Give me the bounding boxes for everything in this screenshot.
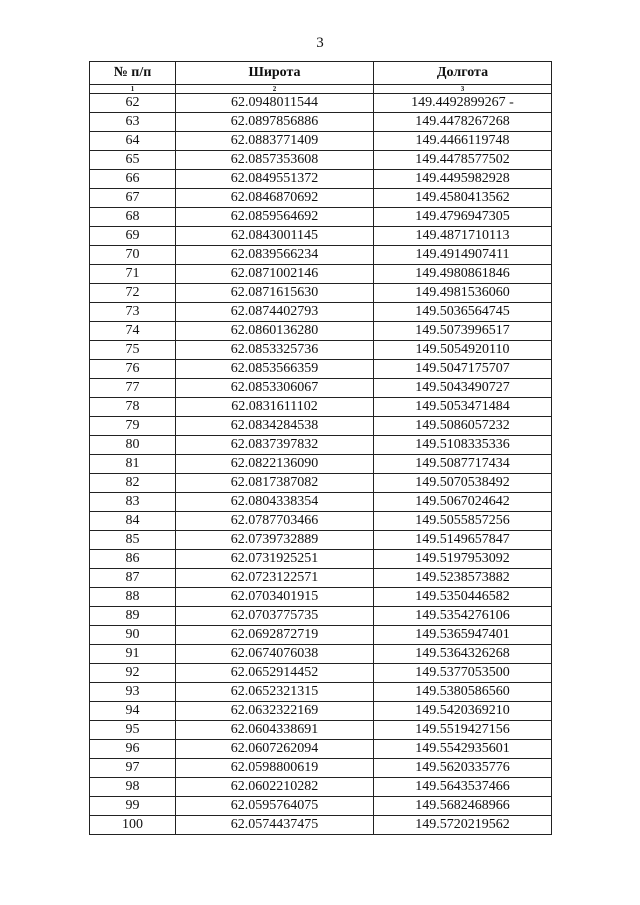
latitude-cell: 62.0703775735	[176, 607, 374, 626]
longitude-cell: 149.4492899267 -	[374, 94, 552, 113]
table-row	[90, 588, 552, 607]
table-row	[90, 512, 552, 531]
row-number-cell: 88	[90, 588, 176, 607]
table-row	[90, 113, 552, 132]
table-row	[90, 151, 552, 170]
table-row	[90, 265, 552, 284]
header-latitude: Широта	[176, 62, 374, 85]
latitude-cell: 62.0831611102	[176, 398, 374, 417]
row-number-cell: 82	[90, 474, 176, 493]
table-row	[90, 816, 552, 835]
table-row	[90, 759, 552, 778]
latitude-cell: 62.0598800619	[176, 759, 374, 778]
longitude-cell: 149.4980861846	[374, 265, 552, 284]
row-number-cell: 93	[90, 683, 176, 702]
table-row	[90, 550, 552, 569]
column-index-2: 2	[176, 85, 374, 94]
row-number-cell: 72	[90, 284, 176, 303]
latitude-cell: 62.0846870692	[176, 189, 374, 208]
row-number-cell: 68	[90, 208, 176, 227]
longitude-cell: 149.5354276106	[374, 607, 552, 626]
latitude-cell: 62.0595764075	[176, 797, 374, 816]
row-number-cell: 66	[90, 170, 176, 189]
latitude-cell: 62.0871615630	[176, 284, 374, 303]
longitude-cell: 149.5365947401	[374, 626, 552, 645]
table-row	[90, 208, 552, 227]
table-row	[90, 455, 552, 474]
longitude-cell: 149.5086057232	[374, 417, 552, 436]
row-number-cell: 62	[90, 94, 176, 113]
latitude-cell: 62.0837397832	[176, 436, 374, 455]
row-number-cell: 85	[90, 531, 176, 550]
latitude-cell: 62.0853566359	[176, 360, 374, 379]
longitude-cell: 149.5720219562	[374, 816, 552, 835]
latitude-cell: 62.0843001145	[176, 227, 374, 246]
row-number-cell: 79	[90, 417, 176, 436]
table-header-row	[90, 62, 552, 85]
row-number-cell: 73	[90, 303, 176, 322]
row-number-cell: 75	[90, 341, 176, 360]
header-longitude: Долгота	[374, 62, 552, 85]
latitude-cell: 62.0853325736	[176, 341, 374, 360]
longitude-cell: 149.5377053500	[374, 664, 552, 683]
latitude-cell: 62.0874402793	[176, 303, 374, 322]
table-body	[90, 94, 552, 835]
longitude-cell: 149.5364326268	[374, 645, 552, 664]
longitude-cell: 149.5087717434	[374, 455, 552, 474]
latitude-cell: 62.0723122571	[176, 569, 374, 588]
table-row	[90, 227, 552, 246]
header-number: № п/п	[90, 62, 176, 85]
row-number-cell: 69	[90, 227, 176, 246]
longitude-cell: 149.4796947305	[374, 208, 552, 227]
row-number-cell: 84	[90, 512, 176, 531]
row-number-cell: 87	[90, 569, 176, 588]
latitude-cell: 62.0604338691	[176, 721, 374, 740]
longitude-cell: 149.5620335776	[374, 759, 552, 778]
longitude-cell: 149.5070538492	[374, 474, 552, 493]
table-row	[90, 341, 552, 360]
row-number-cell: 77	[90, 379, 176, 398]
coordinates-table	[89, 61, 552, 835]
latitude-cell: 62.0739732889	[176, 531, 374, 550]
latitude-cell: 62.0822136090	[176, 455, 374, 474]
longitude-cell: 149.5054920110	[374, 341, 552, 360]
longitude-cell: 149.5420369210	[374, 702, 552, 721]
latitude-cell: 62.0839566234	[176, 246, 374, 265]
table-row	[90, 721, 552, 740]
longitude-cell: 149.4981536060	[374, 284, 552, 303]
table-row	[90, 664, 552, 683]
longitude-cell: 149.5682468966	[374, 797, 552, 816]
latitude-cell: 62.0692872719	[176, 626, 374, 645]
row-number-cell: 78	[90, 398, 176, 417]
table-row	[90, 626, 552, 645]
table-row	[90, 702, 552, 721]
row-number-cell: 92	[90, 664, 176, 683]
longitude-cell: 149.5067024642	[374, 493, 552, 512]
row-number-cell: 99	[90, 797, 176, 816]
latitude-cell: 62.0857353608	[176, 151, 374, 170]
row-number-cell: 91	[90, 645, 176, 664]
row-number-cell: 98	[90, 778, 176, 797]
latitude-cell: 62.0632322169	[176, 702, 374, 721]
row-number-cell: 94	[90, 702, 176, 721]
longitude-cell: 149.5519427156	[374, 721, 552, 740]
row-number-cell: 70	[90, 246, 176, 265]
latitude-cell: 62.0853306067	[176, 379, 374, 398]
row-number-cell: 71	[90, 265, 176, 284]
table-row	[90, 436, 552, 455]
table-row	[90, 94, 552, 113]
table-row	[90, 607, 552, 626]
table-row	[90, 246, 552, 265]
latitude-cell: 62.0731925251	[176, 550, 374, 569]
latitude-cell: 62.0948011544	[176, 94, 374, 113]
table-row	[90, 379, 552, 398]
table-row	[90, 398, 552, 417]
row-number-cell: 86	[90, 550, 176, 569]
latitude-cell: 62.0849551372	[176, 170, 374, 189]
page-number: 3	[316, 35, 324, 51]
latitude-cell: 62.0652321315	[176, 683, 374, 702]
longitude-cell: 149.4871710113	[374, 227, 552, 246]
longitude-cell: 149.5643537466	[374, 778, 552, 797]
column-index-1: 1	[90, 85, 176, 94]
latitude-cell: 62.0804338354	[176, 493, 374, 512]
table-row	[90, 284, 552, 303]
longitude-cell: 149.5238573882	[374, 569, 552, 588]
table-row	[90, 569, 552, 588]
latitude-cell: 62.0834284538	[176, 417, 374, 436]
row-number-cell: 97	[90, 759, 176, 778]
row-number-cell: 96	[90, 740, 176, 759]
table-row	[90, 740, 552, 759]
longitude-cell: 149.4914907411	[374, 246, 552, 265]
table-row	[90, 189, 552, 208]
longitude-cell: 149.5047175707	[374, 360, 552, 379]
row-number-cell: 64	[90, 132, 176, 151]
row-number-cell: 80	[90, 436, 176, 455]
table-row	[90, 322, 552, 341]
row-number-cell: 89	[90, 607, 176, 626]
latitude-cell: 62.0652914452	[176, 664, 374, 683]
table-row	[90, 645, 552, 664]
latitude-cell: 62.0787703466	[176, 512, 374, 531]
latitude-cell: 62.0607262094	[176, 740, 374, 759]
longitude-cell: 149.5197953092	[374, 550, 552, 569]
longitude-cell: 149.4580413562	[374, 189, 552, 208]
latitude-cell: 62.0703401915	[176, 588, 374, 607]
longitude-cell: 149.5043490727	[374, 379, 552, 398]
row-number-cell: 67	[90, 189, 176, 208]
table-column-index-row	[90, 85, 552, 94]
table-row	[90, 493, 552, 512]
row-number-cell: 74	[90, 322, 176, 341]
longitude-cell: 149.4478267268	[374, 113, 552, 132]
longitude-cell: 149.5149657847	[374, 531, 552, 550]
latitude-cell: 62.0817387082	[176, 474, 374, 493]
latitude-cell: 62.0883771409	[176, 132, 374, 151]
longitude-cell: 149.5108335336	[374, 436, 552, 455]
table-row	[90, 170, 552, 189]
row-number-cell: 83	[90, 493, 176, 512]
longitude-cell: 149.5380586560	[374, 683, 552, 702]
latitude-cell: 62.0860136280	[176, 322, 374, 341]
row-number-cell: 65	[90, 151, 176, 170]
longitude-cell: 149.5055857256	[374, 512, 552, 531]
row-number-cell: 76	[90, 360, 176, 379]
row-number-cell: 90	[90, 626, 176, 645]
row-number-cell: 63	[90, 113, 176, 132]
longitude-cell: 149.5350446582	[374, 588, 552, 607]
longitude-cell: 149.5542935601	[374, 740, 552, 759]
longitude-cell: 149.5073996517	[374, 322, 552, 341]
longitude-cell: 149.4466119748	[374, 132, 552, 151]
row-number-cell: 100	[90, 816, 176, 835]
row-number-cell: 81	[90, 455, 176, 474]
latitude-cell: 62.0859564692	[176, 208, 374, 227]
table-row	[90, 531, 552, 550]
longitude-cell: 149.4495982928	[374, 170, 552, 189]
row-number-cell: 95	[90, 721, 176, 740]
table-row	[90, 417, 552, 436]
longitude-cell: 149.5053471484	[374, 398, 552, 417]
table-row	[90, 797, 552, 816]
table-row	[90, 683, 552, 702]
longitude-cell: 149.5036564745	[374, 303, 552, 322]
latitude-cell: 62.0574437475	[176, 816, 374, 835]
column-index-3: 3	[374, 85, 552, 94]
latitude-cell: 62.0674076038	[176, 645, 374, 664]
table-row	[90, 360, 552, 379]
table-row	[90, 778, 552, 797]
table-row	[90, 132, 552, 151]
latitude-cell: 62.0602210282	[176, 778, 374, 797]
table-row	[90, 303, 552, 322]
table-row	[90, 474, 552, 493]
latitude-cell: 62.0897856886	[176, 113, 374, 132]
latitude-cell: 62.0871002146	[176, 265, 374, 284]
longitude-cell: 149.4478577502	[374, 151, 552, 170]
